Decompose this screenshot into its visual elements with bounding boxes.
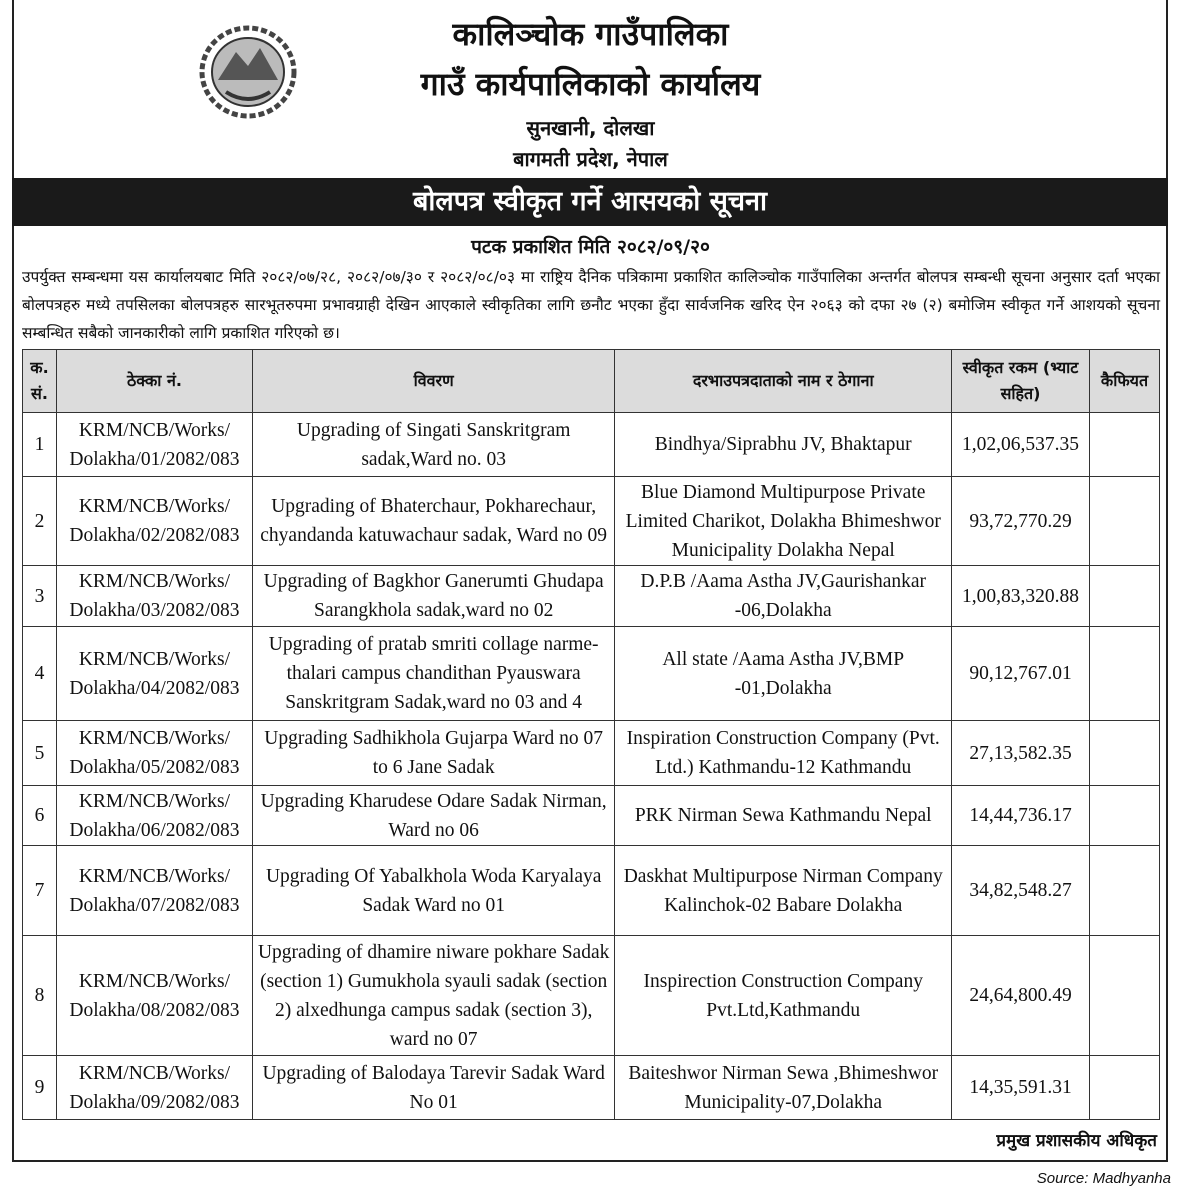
cell-remarks [1090, 566, 1160, 627]
cell-contract: KRM/NCB/Works/ Dolakha/07/2082/083 [56, 846, 252, 936]
address-line-2: बागमती प्रदेश, नेपाल [513, 147, 668, 171]
cell-bidder: Inspiration Construction Company (Pvt. Ltd.) Kathmandu-12 Kathmandu [615, 721, 952, 786]
cell-sn: 7 [23, 846, 57, 936]
signature: प्रमुख प्रशासकीय अधिकृत [996, 1131, 1157, 1151]
cell-remarks [1090, 846, 1160, 936]
table-row [23, 413, 1160, 477]
cell-contract: KRM/NCB/Works/ Dolakha/05/2082/083 [56, 721, 252, 786]
cell-sn: 1 [23, 413, 57, 477]
cell-desc: Upgrading of dhamire niware pokhare Sadak (section 1) Gumukhola syauli sadak (section 2) alxedhunga campus sadak (section 3), ward no 07 [252, 936, 614, 1056]
published-date: पटक प्रकाशित मिति २०८२/०९/२० [471, 236, 710, 258]
cell-sn: 3 [23, 566, 57, 627]
cell-amount: 34,82,548.27 [952, 846, 1090, 936]
cell-remarks [1090, 1056, 1160, 1120]
cell-contract: KRM/NCB/Works/ Dolakha/03/2082/083 [56, 566, 252, 627]
cell-sn: 9 [23, 1056, 57, 1120]
table-row [23, 786, 1160, 846]
cell-sn: 8 [23, 936, 57, 1056]
cell-bidder: Baiteshwor Nirman Sewa ,Bhimeshwor Municipality-07,Dolakha [615, 1056, 952, 1120]
column-header: क. सं. [23, 350, 57, 413]
column-header: ठेक्का नं. [56, 350, 252, 413]
column-header: दरभाउपत्रदाताको नाम र ठेगाना [615, 350, 952, 413]
cell-contract: KRM/NCB/Works/ Dolakha/02/2082/083 [56, 477, 252, 566]
cell-desc: Upgrading of Balodaya Tarevir Sadak Ward No 01 [252, 1056, 614, 1120]
cell-remarks [1090, 413, 1160, 477]
cell-amount: 14,44,736.17 [952, 786, 1090, 846]
cell-sn: 2 [23, 477, 57, 566]
cell-bidder: All state /Aama Astha JV,BMP -01,Dolakha [615, 627, 952, 721]
cell-bidder: Daskhat Multipurpose Nirman Company Kalinchok-02 Babare Dolakha [615, 846, 952, 936]
column-header: विवरण [252, 350, 614, 413]
notice-body: उपर्युक्त सम्बन्धमा यस कार्यालयबाट मिति २०८२/०७/२८, २०८२/०७/३० र २०८२/०८/०३ मा राष्ट्रिय दैनिक पत्रिकामा प्रकाशित कालिञ्चोक गाउँपालिका अन्तर्गत बोलपत्र सम्बन्धी सूचना अनुसार दर्ता भएका बोलपत्रहरु मध्ये तपसिलका बोलपत्रहरु सारभूतरुपमा प्रभावग्राही देखिन आएकाले स्वीकृतिका लागि छनौट भएका हुँदा सार्वजनिक खरिद ऐन २०६३ को दफा २७ (२) बमोजिम स्वीकृत गर्ने आशयको सूचना सम्बन्धित सबैको जानकारीको लागि प्रकाशित गरिएको छ। [22, 268, 1160, 342]
cell-amount: 24,64,800.49 [952, 936, 1090, 1056]
cell-desc: Upgrading of Bagkhor Ganerumti Ghudapa Sarangkhola sadak,ward no 02 [252, 566, 614, 627]
office-name: कालिञ्चोक गाउँपालिका [452, 15, 729, 53]
cell-sn: 6 [23, 786, 57, 846]
cell-amount: 90,12,767.01 [952, 627, 1090, 721]
table-row [23, 566, 1160, 627]
cell-contract: KRM/NCB/Works/ Dolakha/06/2082/083 [56, 786, 252, 846]
cell-contract: KRM/NCB/Works/ Dolakha/04/2082/083 [56, 627, 252, 721]
cell-contract: KRM/NCB/Works/ Dolakha/08/2082/083 [56, 936, 252, 1056]
cell-sn: 4 [23, 627, 57, 721]
cell-remarks [1090, 477, 1160, 566]
table-row [23, 846, 1160, 936]
cell-contract: KRM/NCB/Works/ Dolakha/09/2082/083 [56, 1056, 252, 1120]
table-row [23, 627, 1160, 721]
office-subtitle: गाउँ कार्यपालिकाको कार्यालय [420, 65, 761, 103]
notice-title: बोलपत्र स्वीकृत गर्ने आसयको सूचना [12, 178, 1168, 226]
cell-bidder: D.P.B /Aama Astha JV,Gaurishankar -06,Dolakha [615, 566, 952, 627]
cell-amount: 93,72,770.29 [952, 477, 1090, 566]
contracts-table [22, 349, 1160, 1120]
table-row [23, 721, 1160, 786]
source-credit: Source: Madhyanha [1036, 1170, 1171, 1187]
table-header-row [23, 350, 1160, 413]
cell-desc: Upgrading Kharudese Odare Sadak Nirman, Ward no 06 [252, 786, 614, 846]
cell-remarks [1090, 721, 1160, 786]
cell-desc: Upgrading of Bhaterchaur, Pokharechaur, chyandanda katuwachaur sadak, Ward no 09 [252, 477, 614, 566]
column-header: स्वीकृत रकम (भ्याट सहित) [952, 350, 1090, 413]
cell-remarks [1090, 786, 1160, 846]
table-row [23, 936, 1160, 1056]
cell-bidder: Bindhya/Siprabhu JV, Bhaktapur [615, 413, 952, 477]
cell-bidder: Blue Diamond Multipurpose Private Limited Charikot, Dolakha Bhimeshwor Municipality Dolakha Nepal [615, 477, 952, 566]
cell-contract: KRM/NCB/Works/ Dolakha/01/2082/083 [56, 413, 252, 477]
cell-desc: Upgrading of pratab smriti collage narme-thalari campus chandithan Pyauswara Sanskritgram Sadak,ward no 03 and 4 [252, 627, 614, 721]
column-header: कैफियत [1090, 350, 1160, 413]
cell-desc: Upgrading Of Yabalkhola Woda Karyalaya Sadak Ward no 01 [252, 846, 614, 936]
cell-desc: Upgrading Sadhikhola Gujarpa Ward no 07 to 6 Jane Sadak [252, 721, 614, 786]
cell-desc: Upgrading of Singati Sanskritgram sadak,Ward no. 03 [252, 413, 614, 477]
cell-remarks [1090, 936, 1160, 1056]
cell-amount: 27,13,582.35 [952, 721, 1090, 786]
table-row [23, 1056, 1160, 1120]
cell-amount: 1,00,83,320.88 [952, 566, 1090, 627]
cell-bidder: Inspirection Construction Company Pvt.Ltd,Kathmandu [615, 936, 952, 1056]
cell-bidder: PRK Nirman Sewa Kathmandu Nepal [615, 786, 952, 846]
table-row [23, 477, 1160, 566]
cell-amount: 1,02,06,537.35 [952, 413, 1090, 477]
cell-remarks [1090, 627, 1160, 721]
address-line-1: सुनखानी, दोलखा [526, 116, 655, 140]
cell-amount: 14,35,591.31 [952, 1056, 1090, 1120]
cell-sn: 5 [23, 721, 57, 786]
